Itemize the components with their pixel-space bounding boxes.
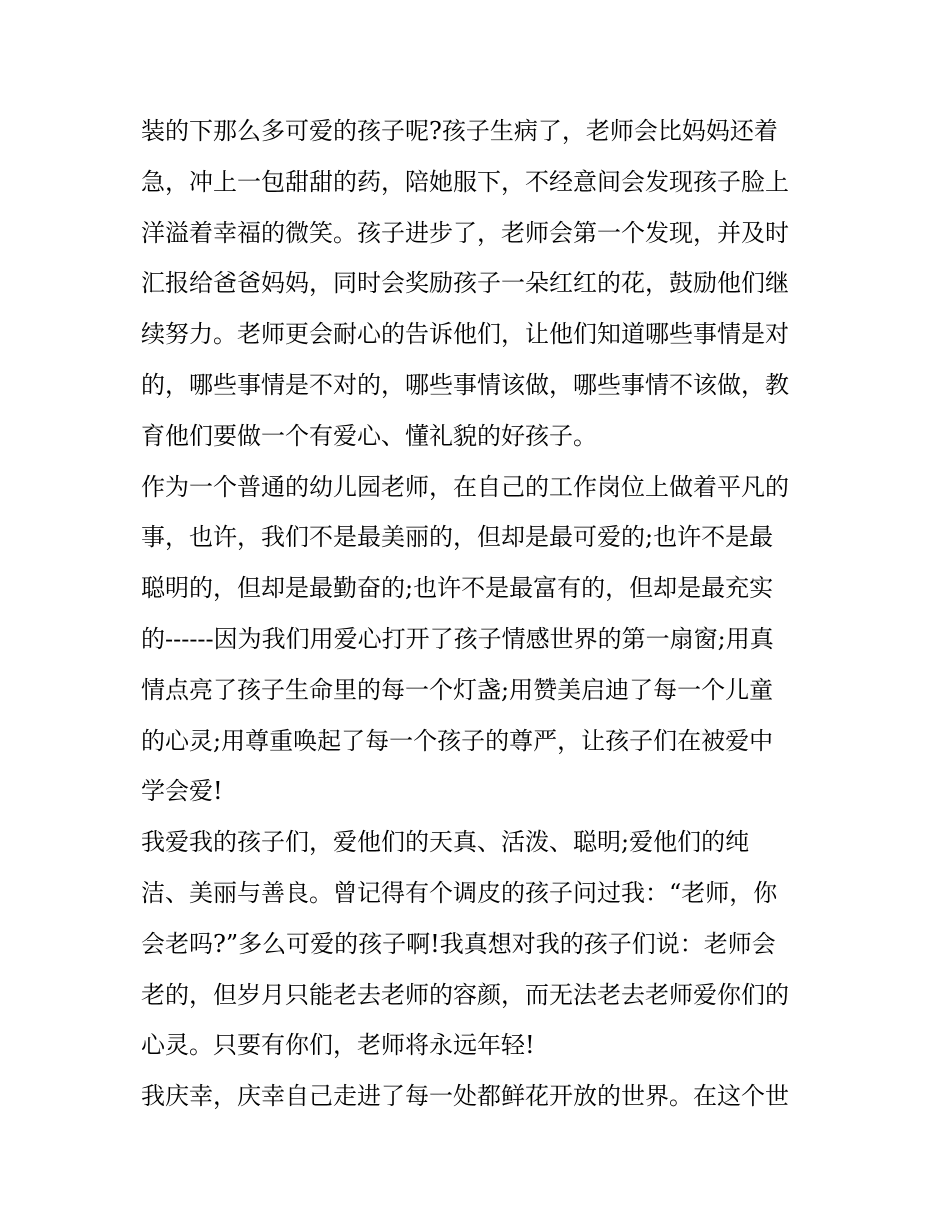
text-line: 装的下那么多可爱的孩子呢?孩子生病了，老师会比妈妈还着 [141, 117, 778, 145]
text-line: 洁、美丽与善良。曾记得有个调皮的孩子问过我：“老师，你 [141, 878, 778, 907]
text-line: 心灵。只要有你们，老师将永远年轻! [141, 1031, 535, 1060]
text-line: 的，哪些事情是不对的，哪些事情该做，哪些事情不该做，教 [141, 370, 789, 399]
text-line: 育他们要做一个有爱心、懂礼貌的好孩子。 [141, 421, 597, 450]
text-line: 学会爱! [141, 777, 223, 806]
text-line: 续努力。老师更会耐心的告诉他们，让他们知道哪些事情是对 [141, 320, 789, 349]
text-line: 会老吗?”多么可爱的孩子啊!我真想对我的孩子们说：老师会 [141, 929, 776, 958]
text-line: 情点亮了孩子生命里的每一个灯盏;用赞美启迪了每一个儿童 [141, 675, 774, 704]
text-line: 我爱我的孩子们，爱他们的天真、活泼、聪明;爱他们的纯 [141, 828, 750, 857]
text-line: 老的，但岁月只能老去老师的容颜，而无法老去老师爱你们的 [141, 980, 789, 1009]
text-line: 急，冲上一包甜甜的药，陪她服下，不经意间会发现孩子脸上 [141, 167, 789, 196]
document-body [141, 106, 821, 1122]
text-line: 事，也许，我们不是最美丽的，但却是最可爱的;也许不是最 [141, 523, 774, 552]
text-line: 聪明的，但却是最勤奋的;也许不是最富有的，但却是最充实 [141, 574, 774, 603]
text-line: 的------因为我们用爱心打开了孩子情感世界的第一扇窗;用真 [141, 624, 774, 653]
text-line: 的心灵;用尊重唤起了每一个孩子的尊严，让孩子们在被爱中 [141, 726, 774, 755]
text-line: 我庆幸，庆幸自己走进了每一处都鲜花开放的世界。在这个世 [141, 1082, 789, 1111]
text-line: 作为一个普通的幼儿园老师，在自己的工作岗位上做着平凡的 [141, 472, 789, 501]
text-line: 洋溢着幸福的微笑。孩子进步了，老师会第一个发现，并及时 [141, 218, 789, 247]
text-line: 汇报给爸爸妈妈，同时会奖励孩子一朵红红的花，鼓励他们继 [141, 269, 789, 298]
